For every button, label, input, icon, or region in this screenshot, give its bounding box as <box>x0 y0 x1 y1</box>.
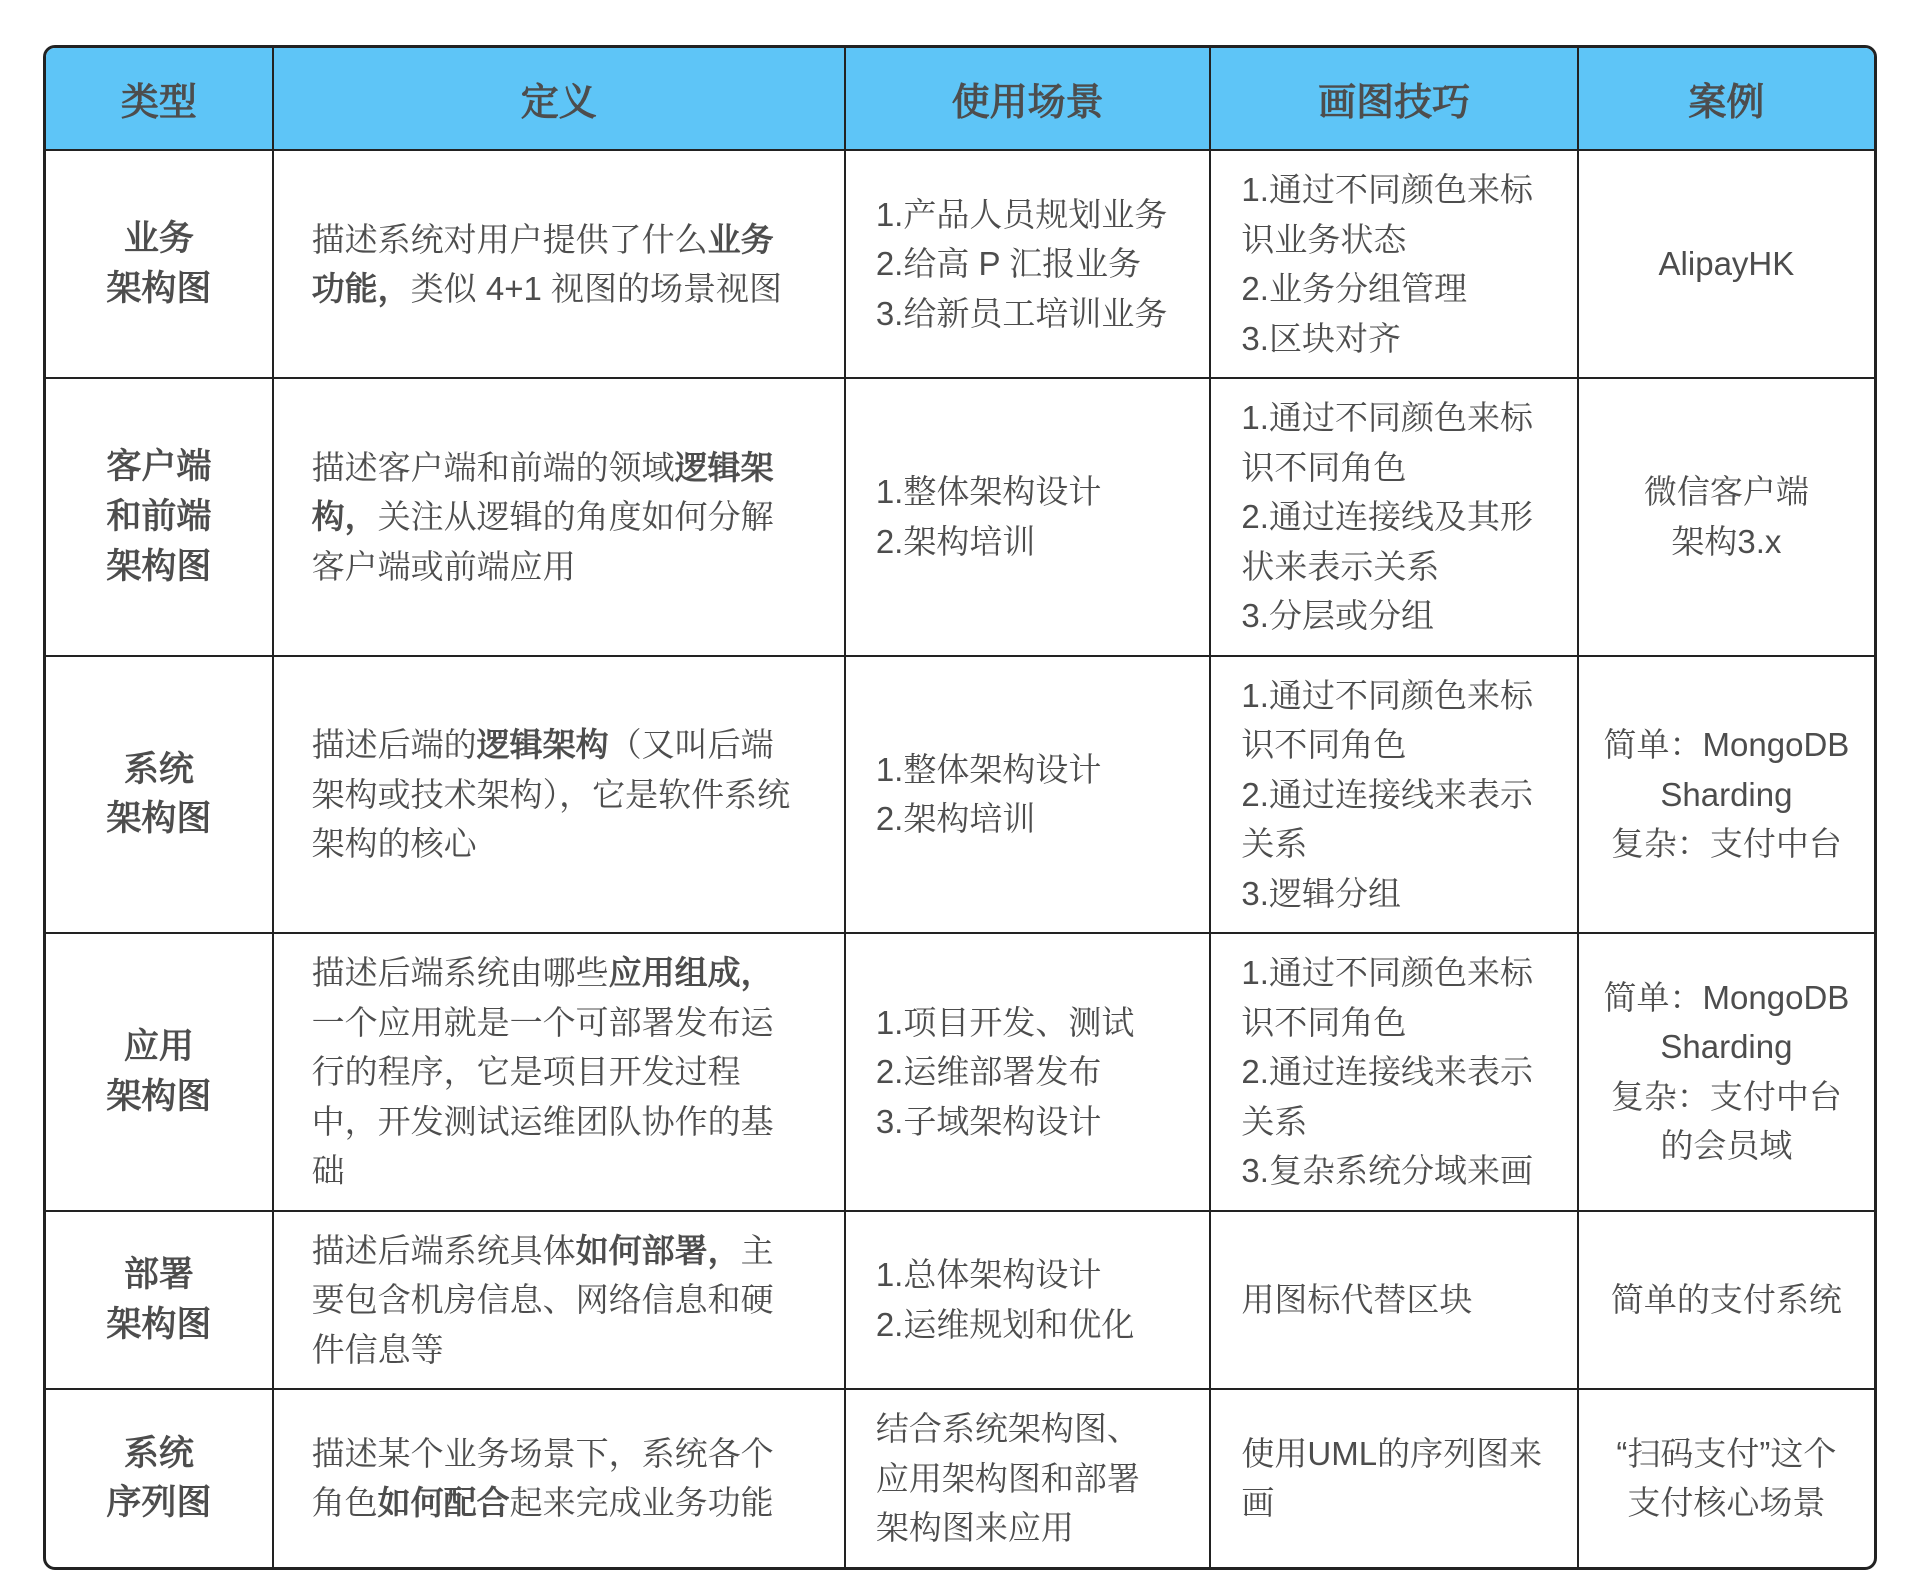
definition-text: 描述某个业务场景下，系统各个角色 <box>311 1434 774 1522</box>
usage-item: 1.项目开发、测试 <box>875 1003 1135 1041</box>
col-header-usage: 使用场景 <box>845 48 1211 150</box>
definition-cell <box>273 1211 845 1390</box>
definition-text: 关注从逻辑的角度如何分解客户端或前端应用 <box>311 498 774 585</box>
usage-item: 架构图来应用 <box>875 1509 1074 1546</box>
usage-cell <box>845 1389 1211 1567</box>
architecture-diagram-table <box>46 48 1874 1567</box>
tips-item: 3.分层或分组 <box>1241 597 1434 634</box>
definition-cell <box>273 1389 845 1567</box>
usage-cell <box>845 656 1211 934</box>
tips-cell <box>1210 656 1577 934</box>
col-header-tips: 画图技巧 <box>1210 48 1577 150</box>
tips-cell <box>1210 1211 1577 1390</box>
usage-item: 1.总体架构设计 <box>875 1256 1102 1294</box>
tips-cell <box>1210 1389 1577 1567</box>
tips-item: 2.业务分组管理 <box>1241 270 1467 307</box>
type-line: 序列图 <box>106 1483 212 1523</box>
tips-item: 用图标代替区块 <box>1241 1281 1473 1318</box>
type-cell <box>46 933 273 1211</box>
definition-text: 描述后端系统由哪些 <box>311 954 609 991</box>
example-cell <box>1578 1211 1874 1390</box>
tips-item: 2.通过连接线来表示关系 <box>1241 775 1533 862</box>
table-row <box>46 656 1874 934</box>
example-line: “扫码支付”这个 <box>1616 1434 1837 1472</box>
example-cell <box>1578 378 1874 656</box>
usage-item: 3.子域架构设计 <box>875 1102 1102 1140</box>
example-cell <box>1578 150 1874 378</box>
tips-item: 3.复杂系统分域来画 <box>1241 1152 1533 1189</box>
tips-item: 3.逻辑分组 <box>1241 874 1401 912</box>
table-row <box>46 378 1874 656</box>
definition-bold-text: 应用组成， <box>608 954 774 991</box>
usage-cell <box>845 1211 1211 1390</box>
usage-cell <box>845 150 1211 378</box>
type-line: 业务 <box>123 219 194 259</box>
type-line: 系统 <box>123 1433 194 1473</box>
type-line: 架构图 <box>106 1304 212 1344</box>
tips-cell <box>1210 150 1577 378</box>
header-row <box>46 48 1874 150</box>
type-line: 应用 <box>123 1027 194 1067</box>
definition-cell <box>273 378 845 656</box>
usage-cell <box>845 378 1211 656</box>
definition-cell <box>273 150 845 378</box>
definition-text: 描述后端系统具体 <box>311 1231 576 1269</box>
usage-item: 2.运维规划和优化 <box>875 1305 1135 1343</box>
example-cell <box>1578 656 1874 934</box>
definition-text: 类似 4+1 视图的场景视图 <box>410 270 782 307</box>
definition-text: 起来完成业务功能 <box>509 1484 774 1522</box>
example-line: 复杂：支付中台 <box>1610 1077 1842 1115</box>
example-line: 的会员域 <box>1660 1127 1793 1165</box>
usage-item: 2.运维部署发布 <box>875 1053 1102 1090</box>
example-line: 简单的支付系统 <box>1610 1281 1842 1318</box>
type-line: 架构图 <box>106 546 212 586</box>
example-line: 微信客户端 <box>1643 473 1809 511</box>
definition-text: 描述客户端和前端的领域 <box>311 448 675 486</box>
table-body <box>46 150 1874 1567</box>
tips-cell <box>1210 933 1577 1211</box>
type-cell <box>46 1211 273 1390</box>
type-line: 架构图 <box>106 269 212 308</box>
usage-item: 2.给高 P 汇报业务 <box>875 245 1142 283</box>
table-row <box>46 150 1874 378</box>
col-header-example: 案例 <box>1578 48 1874 150</box>
usage-item: 应用架构图和部署 <box>875 1459 1140 1497</box>
usage-item: 1.产品人员规划业务 <box>875 195 1168 233</box>
usage-item: 3.给新员工培训业务 <box>875 294 1168 332</box>
definition-text: 一个应用就是一个可部署发布运行的程序，它是项目开发过程中，开发测试运维团队协作的基础 <box>311 1003 774 1189</box>
col-header-definition: 定义 <box>273 48 845 150</box>
example-line: 简单：MongoDB <box>1603 726 1850 763</box>
usage-item: 结合系统架构图、 <box>875 1410 1140 1447</box>
definition-bold-text: 逻辑架构， <box>311 448 774 535</box>
example-cell <box>1578 933 1874 1211</box>
definition-bold-text: 如何配合 <box>377 1484 510 1522</box>
usage-item: 2.架构培训 <box>875 800 1036 838</box>
type-cell <box>46 1389 273 1567</box>
type-cell <box>46 656 273 934</box>
usage-item: 2.架构培训 <box>875 522 1036 560</box>
definition-text: 主要包含机房信息、网络信息和硬件信息等 <box>311 1231 774 1368</box>
table-row <box>46 933 1874 1211</box>
example-line: Sharding <box>1660 1028 1793 1066</box>
tips-item: 1.通过不同颜色来标识不同角色 <box>1241 399 1533 486</box>
definition-bold-text: 如何部署， <box>575 1231 741 1269</box>
type-line: 架构图 <box>106 1076 212 1116</box>
definition-cell <box>273 933 845 1211</box>
definition-bold-text: 逻辑架构 <box>476 726 609 763</box>
col-header-type: 类型 <box>46 48 273 150</box>
definition-text: 描述后端的 <box>311 726 477 763</box>
usage-item: 1.整体架构设计 <box>875 473 1102 511</box>
definition-cell <box>273 656 845 934</box>
example-line: Sharding <box>1660 775 1793 813</box>
type-line: 部署 <box>123 1255 194 1295</box>
tips-item: 1.通过不同颜色来标识不同角色 <box>1241 954 1533 1041</box>
example-line: AlipayHK <box>1658 245 1795 283</box>
tips-item: 1.通过不同颜色来标识业务状态 <box>1241 171 1533 258</box>
example-line: 支付核心场景 <box>1627 1484 1826 1522</box>
table-row <box>46 1389 1874 1567</box>
tips-item: 3.区块对齐 <box>1241 319 1401 357</box>
usage-cell <box>845 933 1211 1211</box>
example-line: 复杂：支付中台 <box>1610 825 1842 862</box>
example-line: 简单：MongoDB <box>1603 978 1850 1016</box>
tips-item: 2.通过连接线来表示关系 <box>1241 1053 1533 1140</box>
usage-item: 1.整体架构设计 <box>875 750 1102 788</box>
table-frame <box>43 45 1877 1570</box>
tips-item: 2.通过连接线及其形状来表示关系 <box>1241 498 1533 585</box>
definition-text: （又叫后端架构或技术架构），它是软件系统架构的核心 <box>311 726 791 862</box>
table-row <box>46 1211 1874 1390</box>
definition-bold-text: 业务功能， <box>311 220 774 307</box>
table-header <box>46 48 1874 150</box>
example-cell <box>1578 1389 1874 1567</box>
type-cell <box>46 378 273 656</box>
type-line: 和前端 <box>106 496 212 536</box>
definition-text: 描述系统对用户提供了什么 <box>311 220 708 258</box>
example-line: 架构3.x <box>1671 522 1782 560</box>
type-line: 系统 <box>123 749 194 789</box>
type-line: 架构图 <box>106 799 212 839</box>
tips-item: 1.通过不同颜色来标识不同角色 <box>1241 676 1533 763</box>
type-cell <box>46 150 273 378</box>
type-line: 客户端 <box>106 447 212 487</box>
tips-cell <box>1210 378 1577 656</box>
tips-item: 使用UML的序列图来画 <box>1241 1434 1543 1522</box>
